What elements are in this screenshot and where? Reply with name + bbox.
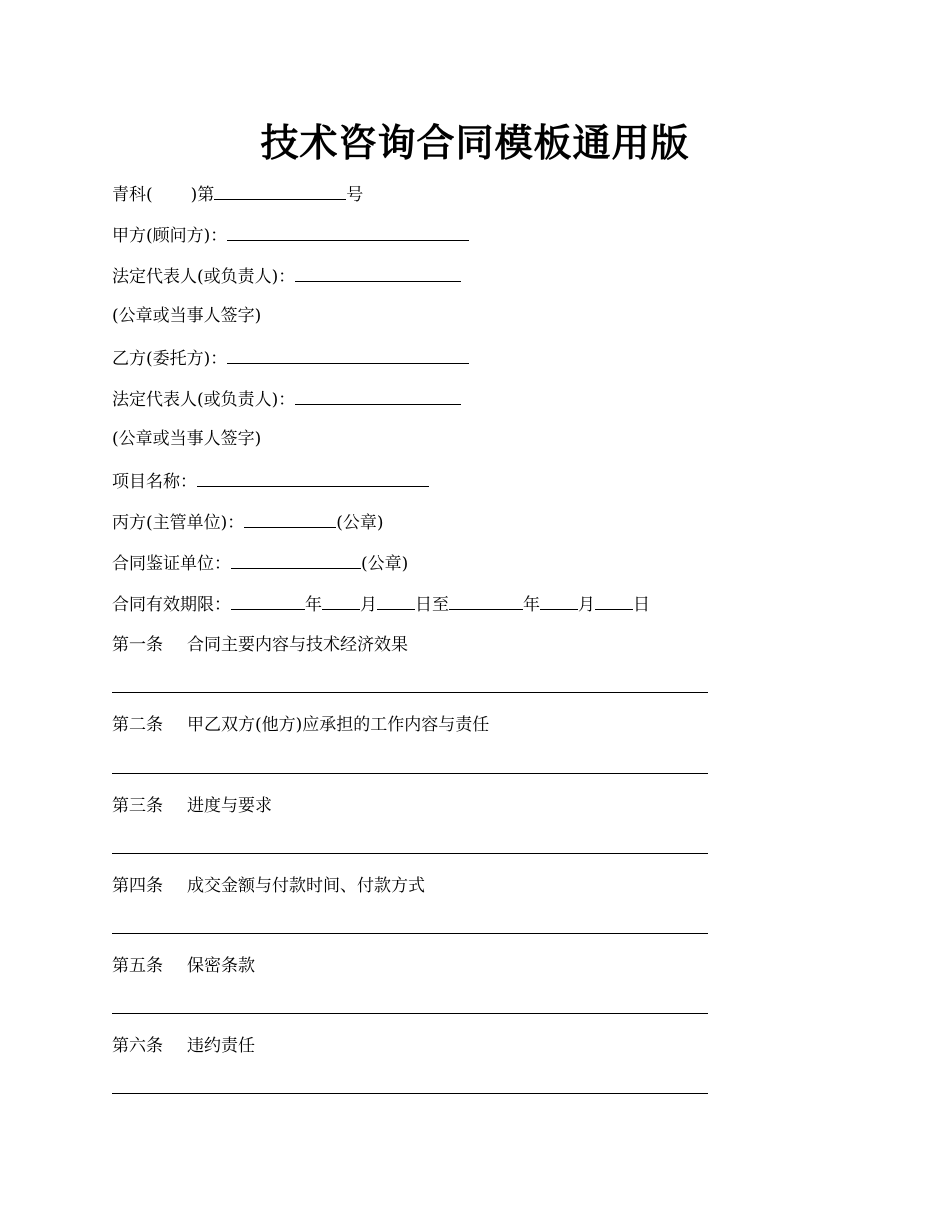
seal-b-label: (公章或当事人签字) xyxy=(112,429,262,449)
verify-unit-line xyxy=(112,551,408,575)
project-name-label: 项目名称： xyxy=(112,472,197,492)
validity-end-day-label: 日 xyxy=(633,595,650,615)
article-6 xyxy=(112,1035,255,1057)
validity-start-year-blank xyxy=(231,592,305,610)
article-3-text: 进度与要求 xyxy=(187,796,272,816)
legal-rep-b-line xyxy=(112,387,461,411)
validity-label: 合同有效期限： xyxy=(112,595,231,615)
seal-a-line xyxy=(112,305,261,327)
validity-line xyxy=(112,592,650,616)
party-a-label: 甲方(顾问方)： xyxy=(112,226,228,246)
article-3 xyxy=(112,795,272,817)
article-4-text: 成交金额与付款时间、付款方式 xyxy=(187,876,425,896)
article-2-blank-line xyxy=(112,773,708,774)
article-1-text: 合同主要内容与技术经济效果 xyxy=(187,635,408,655)
party-c-seal: (公章) xyxy=(336,513,384,533)
contract-number-line xyxy=(112,182,363,206)
article-2 xyxy=(112,714,489,736)
contract-no-prefix: 青科( xyxy=(112,185,153,205)
project-name-blank xyxy=(197,469,429,487)
article-1-blank-line xyxy=(112,692,708,693)
validity-start-month-blank xyxy=(322,592,360,610)
legal-rep-a-line xyxy=(112,264,461,288)
project-name-line xyxy=(112,469,429,493)
party-b-label: 乙方(委托方)： xyxy=(112,349,228,369)
seal-b-line xyxy=(112,428,261,450)
party-a-blank xyxy=(227,223,469,241)
validity-end-month-blank xyxy=(540,592,578,610)
legal-rep-a-blank xyxy=(295,264,461,282)
verify-unit-seal: (公章) xyxy=(361,554,409,574)
article-5-text: 保密条款 xyxy=(187,956,255,976)
contract-no-mid: )第 xyxy=(190,185,215,205)
party-c-blank xyxy=(244,510,336,528)
verify-unit-blank xyxy=(231,551,361,569)
verify-unit-label: 合同鉴证单位： xyxy=(112,554,231,574)
legal-rep-a-label: 法定代表人(或负责人)： xyxy=(112,267,296,287)
party-b-blank xyxy=(227,346,469,364)
article-6-blank-line xyxy=(112,1093,708,1094)
document-title: 技术咨询合同模板通用版 xyxy=(260,120,690,165)
validity-end-year-label: 年 xyxy=(523,595,540,615)
article-5-blank-line xyxy=(112,1013,708,1014)
seal-a-label: (公章或当事人签字) xyxy=(112,306,262,326)
validity-end-year-blank xyxy=(449,592,523,610)
article-4-number: 第四条 xyxy=(112,876,163,896)
article-5 xyxy=(112,955,255,977)
article-5-number: 第五条 xyxy=(112,956,163,976)
party-c-line xyxy=(112,510,384,534)
contract-no-blank xyxy=(214,182,346,200)
article-6-text: 违约责任 xyxy=(187,1036,255,1056)
article-4-blank-line xyxy=(112,933,708,934)
validity-end-day-blank xyxy=(595,592,633,610)
validity-end-month-label: 月 xyxy=(578,595,595,615)
validity-day-to-label: 日至 xyxy=(415,595,449,615)
party-c-label: 丙方(主管单位)： xyxy=(112,513,245,533)
validity-month-label: 月 xyxy=(360,595,377,615)
party-a-line xyxy=(112,223,469,247)
legal-rep-b-blank xyxy=(295,387,461,405)
party-b-line xyxy=(112,346,469,370)
article-6-number: 第六条 xyxy=(112,1036,163,1056)
article-3-blank-line xyxy=(112,853,708,854)
article-2-number: 第二条 xyxy=(112,715,163,735)
article-1 xyxy=(112,634,408,656)
contract-no-suffix: 号 xyxy=(346,185,364,205)
legal-rep-b-label: 法定代表人(或负责人)： xyxy=(112,390,296,410)
validity-year-label: 年 xyxy=(305,595,322,615)
article-2-text: 甲乙双方(他方)应承担的工作内容与责任 xyxy=(187,715,490,735)
article-3-number: 第三条 xyxy=(112,796,163,816)
article-1-number: 第一条 xyxy=(112,635,163,655)
article-4 xyxy=(112,875,425,897)
validity-start-day-blank xyxy=(377,592,415,610)
